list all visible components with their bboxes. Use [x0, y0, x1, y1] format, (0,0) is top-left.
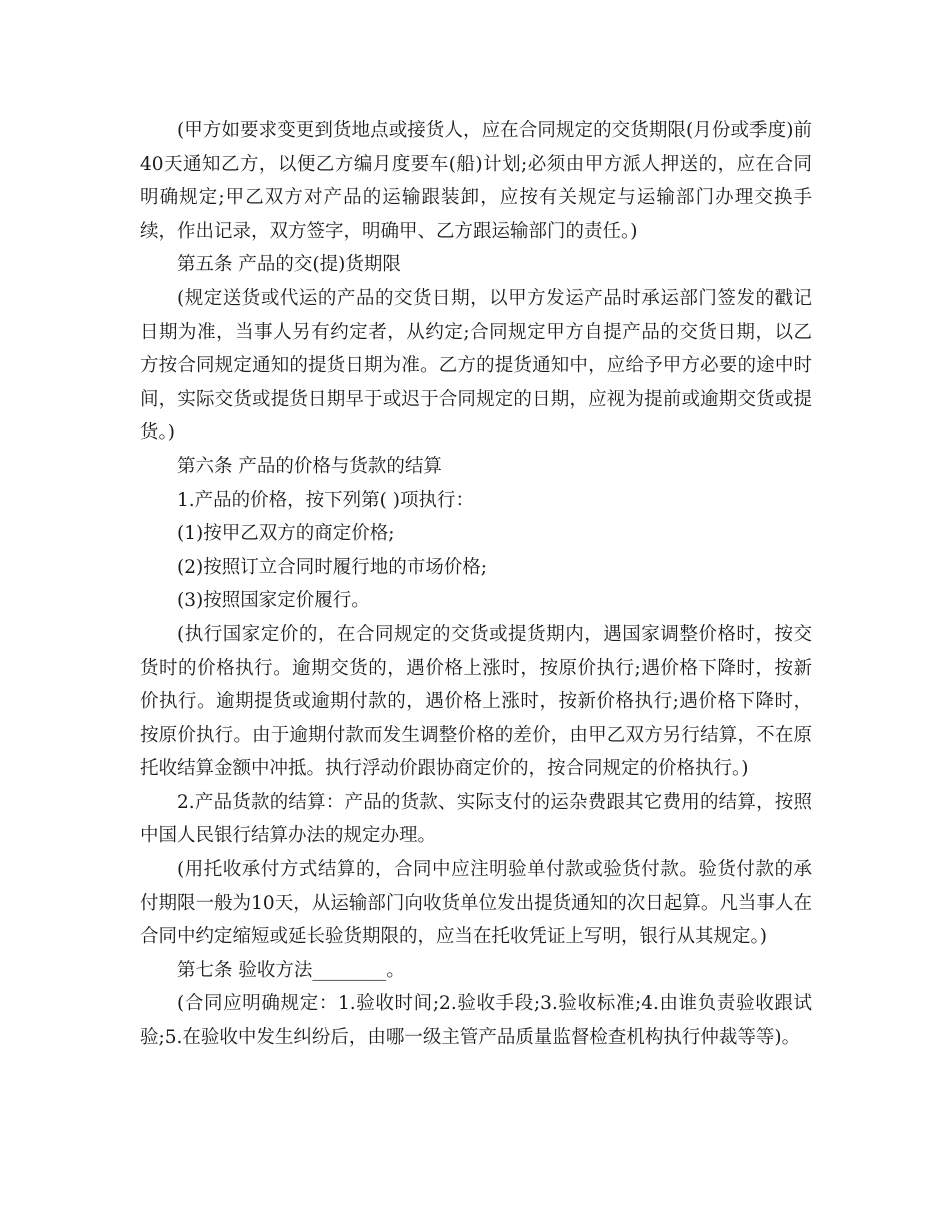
price-clause: 1.产品的价格，按下列第( )项执行：	[177, 489, 474, 511]
price-option-2: (2)按照订立合同时履行地的市场价格;	[177, 556, 487, 578]
document-body	[140, 114, 812, 1055]
paragraph-collection-note: (用托收承付方式结算的，合同中应注明验单付款或验货付款。验货付款的承付期限一般为10天，从运输部门向收货单位发出提货通知的次日起算。凡当事人在合同中约定缩短或延长验货期限的，应当在托收凭证上写明，银行从其规定。)	[140, 859, 812, 948]
article-5-heading: 第五条 产品的交(提)货期限	[177, 254, 401, 276]
paragraph-state-pricing-note: (执行国家定价的，在合同规定的交货或提货期内，遇国家调整价格时，按交货时的价格执行。逾期交货的，遇价格上涨时，按原价执行;遇价格下降时，按新价执行。逾期提货或逾期付款的，遇价格上涨时，按新价格执行;遇价格下降时，按原价执行。由于逾期付款而发生调整价格的差价，由甲乙双方另行结算，不在原托收结算金额中冲抵。执行浮动价跟协商定价的，按合同规定的价格执行。)	[140, 623, 812, 780]
payment-settlement-clause: 2.产品货款的结算：产品的货款、实际支付的运杂费跟其它费用的结算，按照中国人民银行结算办法的规定办理。	[140, 791, 812, 847]
price-option-3: (3)按照国家定价履行。	[177, 590, 370, 612]
paragraph-delivery-date-note: (规定送货或代运的产品的交货日期，以甲方发运产品时承运部门签发的戳记日期为准，当事人另有约定者，从约定;合同规定甲方自提产品的交货日期，以乙方按合同规定通知的提货日期为准。乙方的提货通知中，应给予甲方必要的途中时间，实际交货或提货日期早于或迟于合同规定的日期，应视为提前或逾期交货或提货。)	[140, 287, 812, 444]
price-option-1: (1)按甲乙双方的商定价格;	[177, 523, 395, 545]
paragraph-inspection-note: (合同应明确规定：1.验收时间;2.验收手段;3.验收标准;4.由谁负责验收跟试验;5.在验收中发生纠纷后，由哪一级主管产品质量监督检查机构执行仲裁等等)。	[140, 993, 812, 1049]
paragraph-delivery-change-note: (甲方如要求变更到货地点或接货人，应在合同规定的交货期限(月份或季度)前40天通知乙方，以便乙方编月度要车(船)计划;必须由甲方派人押送的，应在合同明确规定;甲乙双方对产品的运输跟装卸，应按有关规定与运输部门办理交换手续，作出记录，双方签字，明确甲、乙方跟运输部门的责任。)	[140, 120, 812, 242]
article-6-heading: 第六条 产品的价格与货款的结算	[177, 455, 442, 477]
article-7-heading: 第七条 验收方法________。	[177, 959, 405, 981]
